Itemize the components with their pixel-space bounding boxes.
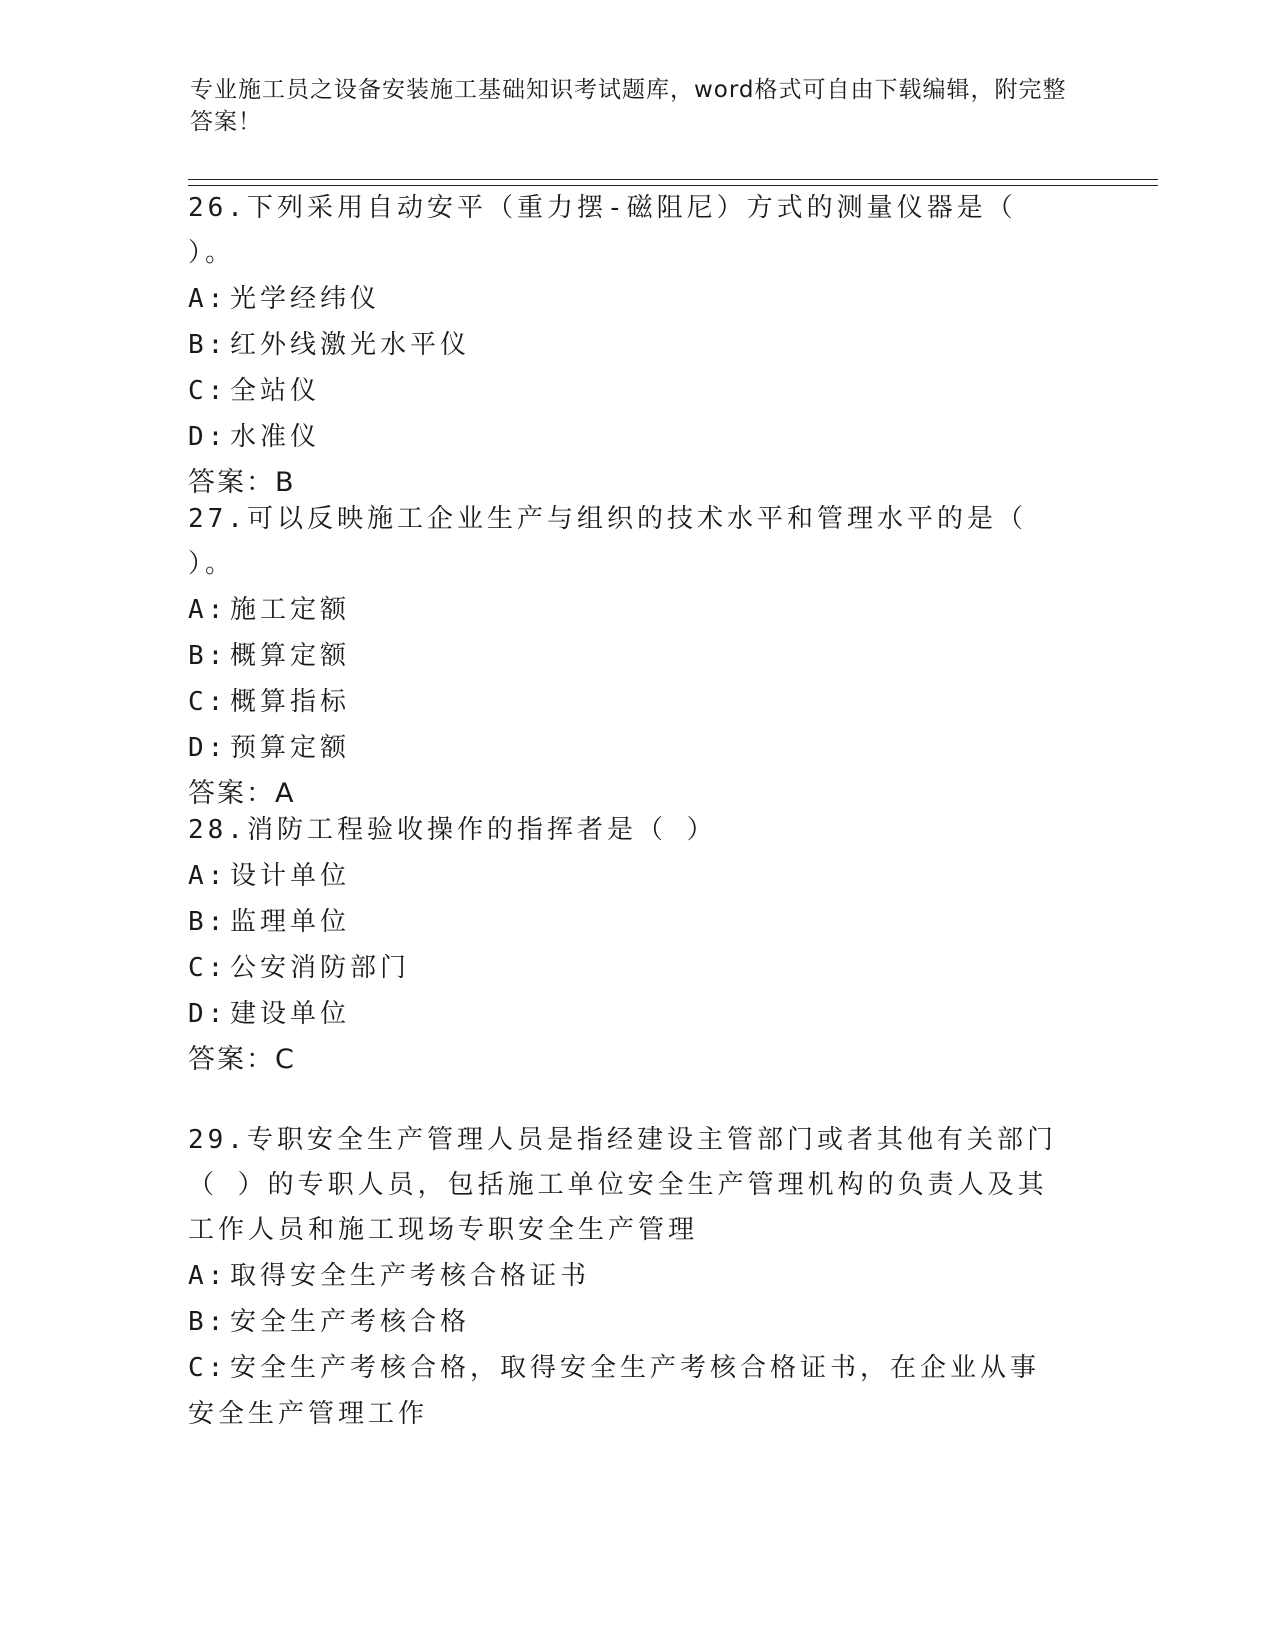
option-c [188,1345,1058,1437]
option-letter: C: [188,376,228,406]
option-a [188,587,1068,633]
option-text: 概算指标 [230,687,351,717]
option-text: 公安消防部门 [230,953,411,983]
question-27 [188,497,1068,817]
option-letter: B: [188,907,228,937]
option-letter: C: [188,687,228,717]
option-a [188,276,1068,322]
option-b [188,322,1068,368]
option-d [188,414,1068,460]
question-28 [188,808,1068,1083]
header-divider-top [188,179,1158,180]
option-letter: A: [188,284,228,314]
option-text: 施工定额 [230,595,351,625]
question-text: 27.可以反映施工企业生产与组织的技术水平和管理水平的是（ ）。 [188,504,1027,579]
option-letter: A: [188,595,228,625]
option-letter: D: [188,999,228,1029]
option-a [188,853,1068,899]
option-text: 安全生产考核合格 [230,1307,471,1337]
option-letter: D: [188,422,228,452]
option-b [188,633,1068,679]
option-text: 概算定额 [230,641,351,671]
document-header: 专业施工员之设备安装施工基础知识考试题库，word格式可自由下载编辑，附完整答案！ [190,77,1067,135]
option-d [188,725,1068,771]
option-letter: D: [188,733,228,763]
question-text: 28.消防工程验收操作的指挥者是（ ） [188,815,717,845]
question-text: 29.专职安全生产管理人员是指经建设主管部门或者其他有关部门（ ）的专职人员，包括施工单位安全生产管理机构的负责人及其工作人员和施工现场专职安全生产管理 [188,1125,1057,1245]
option-text: 建设单位 [230,999,351,1029]
option-text: 监理单位 [230,907,351,937]
option-text: 安全生产考核合格，取得安全生产考核合格证书，在企业从事安全生产管理工作 [188,1353,1041,1429]
option-text: 预算定额 [230,733,351,763]
answer-line: 答案：B [188,467,296,498]
option-c [188,679,1068,725]
question-26 [188,186,1068,506]
option-letter: B: [188,641,228,671]
option-text: 水准仪 [230,422,321,452]
answer-line: 答案：A [188,778,296,809]
question-text: 26.下列采用自动安平（重力摆-磁阻尼）方式的测量仪器是（ ）。 [188,193,1017,268]
option-a [188,1253,1058,1299]
option-text: 红外线激光水平仪 [230,330,471,360]
option-c [188,945,1068,991]
option-letter: B: [188,1307,228,1337]
option-letter: C: [188,953,228,983]
answer-line: 答案：C [188,1044,296,1075]
question-29 [188,1118,1058,1437]
option-text: 光学经纬仪 [230,284,381,314]
option-d [188,991,1068,1037]
option-text: 全站仪 [230,376,321,406]
option-b [188,899,1068,945]
option-text: 取得安全生产考核合格证书 [230,1261,591,1291]
option-letter: A: [188,1261,228,1291]
option-letter: B: [188,330,228,360]
option-c [188,368,1068,414]
option-text: 设计单位 [230,861,351,891]
option-letter: A: [188,861,228,891]
option-b [188,1299,1058,1345]
option-letter: C: [188,1353,228,1383]
